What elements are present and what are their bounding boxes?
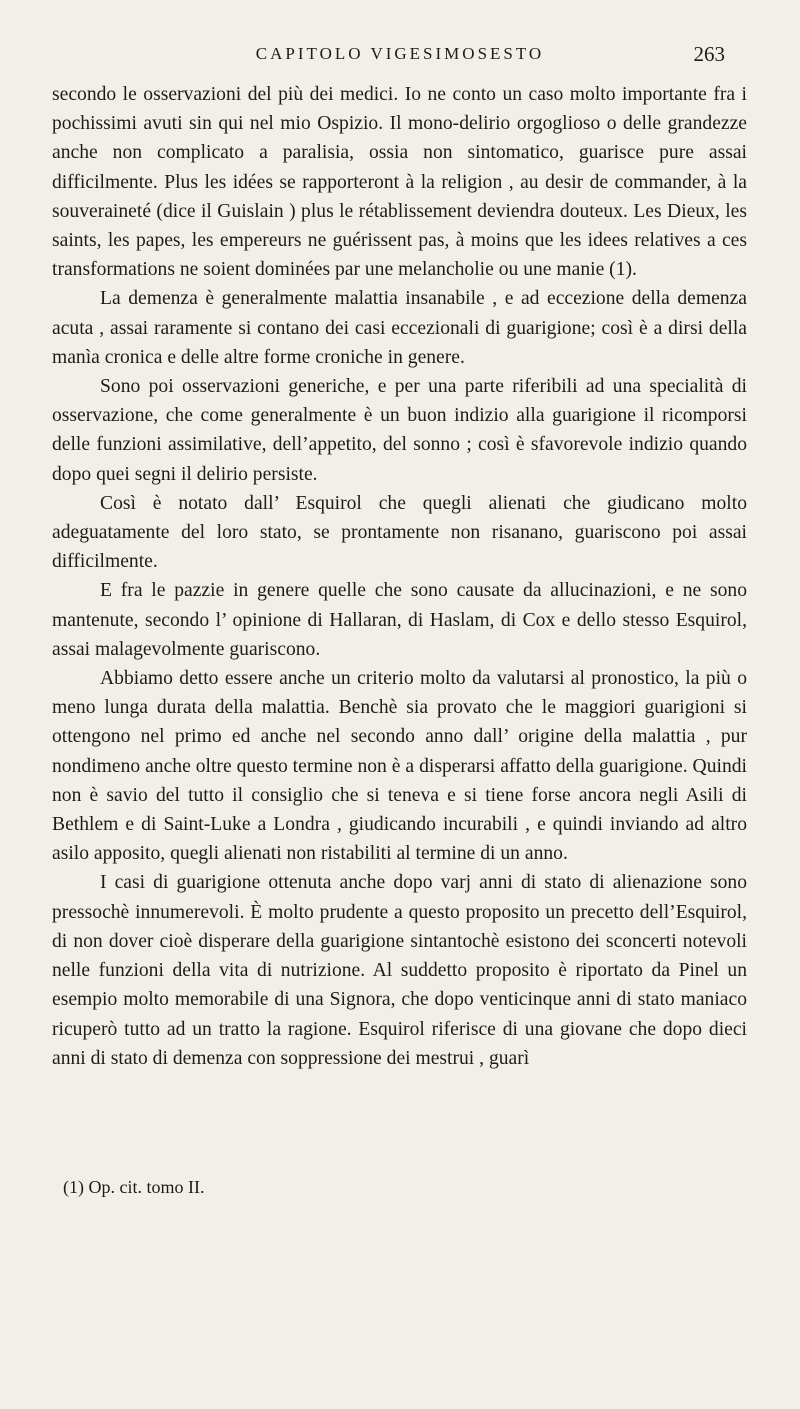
page-header <box>0 44 800 74</box>
body-text <box>52 80 747 1073</box>
paragraph: Sono poi osservazioni generiche, e per una parte riferibili ad una specialità di osservazione, che come generalmente è un buon indizio alla guarigione il ricomporsi delle funzioni assimilative, dell’appetito, del sonno ; così è sfavorevole indizio quando dopo quei segni il delirio persiste. <box>52 376 747 485</box>
footnote: (1) Op. cit. tomo II. <box>63 1177 205 1197</box>
paragraph: Abbiamo detto essere anche un criterio molto da valutarsi al pronostico, la più o meno lunga durata della malattia. Benchè sia provato che le maggiori guarigioni si ottengono nel primo ed anche nel secondo anno dall’ origine della malattia , pur nondimeno anche oltre questo termine non è a disperarsi affatto della guarigione. Quindi non è savio del tutto il consiglio che si teneva e si tiene forse ancora negli Asili di Bethlem e di Saint-Luke a Londra , giudicando incurabili , e quindi inviando ad altro asilo apposito, quegli alienati non ristabiliti al termine di un anno. <box>52 668 747 865</box>
paragraph: I casi di guarigione ottenuta anche dopo varj anni di stato di alienazione sono pressochè innumerevoli. È molto prudente a questo proposito un precetto dell’Esquirol, di non dover cioè disperare della guarigione sintantochè esistono dei sconcerti notevoli nelle funzioni della vita di nutrizione. Al suddetto proposito è riportato da Pinel un esempio molto memorabile di una Signora, che dopo venticinque anni di stato maniaco ricuperò tutto ad un tratto la ragione. Esquirol riferisce di una giovane che dopo dieci anni di stato di demenza con soppressione dei mestrui , guarì <box>52 872 747 1069</box>
paragraph: secondo le osservazioni del più dei medici. Io ne conto un caso molto importante fra i pochissimi avuti sin qui nel mio Ospizio. Il mono-delirio orgoglioso o delle grandezze anche non complicato a paralisia, ossia non sintomatico, guarisce pure assai difficilmente. Plus les idées se rapporteront à la religion , au desir de commander, à la souveraineté (dice il Guislain ) plus le rétablissement deviendra douteux. Les Dieux, les saints, les papes, les empereurs ne guérissent pas, à moins que les idees relatives a ces transformations ne soient dominées par une melancholie ou une manie (1). <box>52 84 747 281</box>
paragraph: La demenza è generalmente malattia insanabile , e ad eccezione della demenza acuta , assai raramente si contano dei casi eccezionali di guarigione; così è a dirsi della manìa cronica e delle altre forme croniche in genere. <box>52 288 747 368</box>
running-head: CAPITOLO VIGESIMOSESTO <box>255 44 545 63</box>
paragraph: Così è notato dall’ Esquirol che quegli alienati che giudicano molto adeguatamente del loro stato, se prontamente non risanano, guariscono poi assai difficilmente. <box>52 492 747 573</box>
paragraph: E fra le pazzie in genere quelle che sono causate da allucinazioni, e ne sono mantenute, secondo l’ opinione di Hallaran, di Haslam, di Cox e dello stesso Esquirol, assai malagevolmente guariscono. <box>52 580 747 660</box>
page-number: 263 <box>693 42 725 66</box>
